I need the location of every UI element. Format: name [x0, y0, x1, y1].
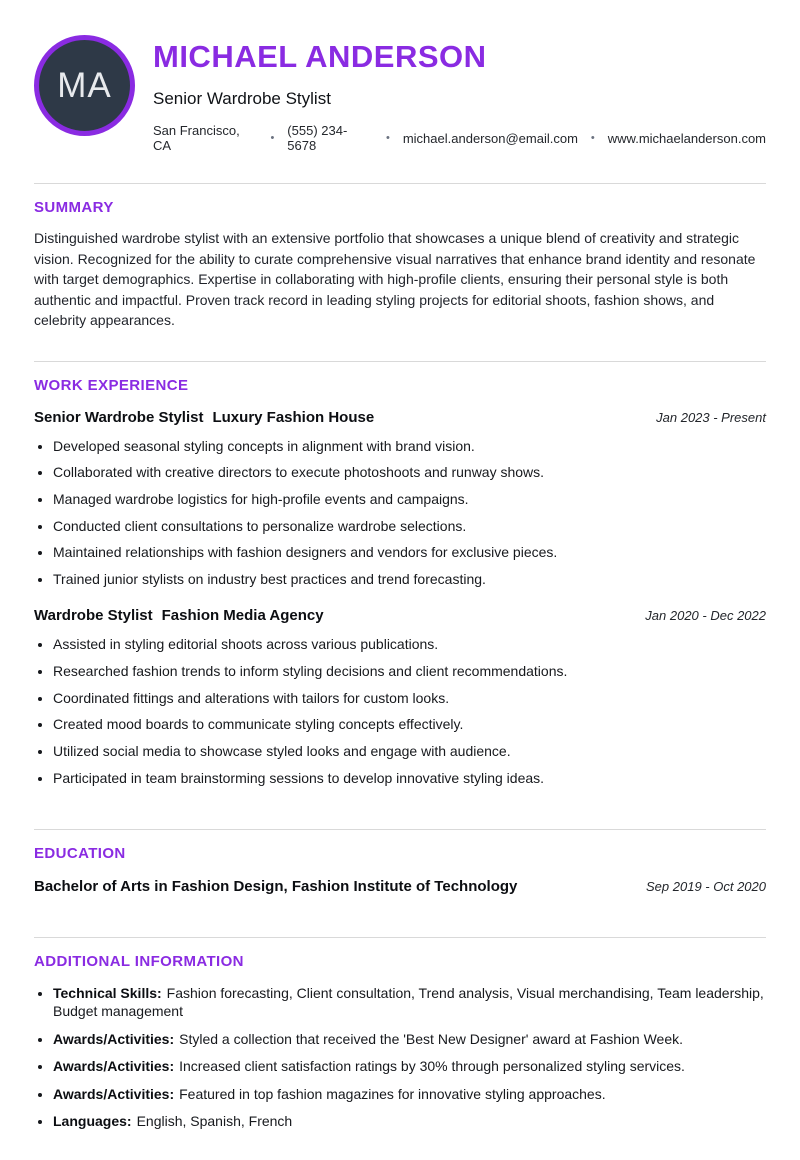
additional-item [53, 1112, 766, 1131]
education-degree: Bachelor of Arts in Fashion Design, Fashion Institute of Technology [34, 877, 518, 895]
candidate-name: MICHAEL ANDERSON [153, 39, 487, 74]
separator-dot: • [590, 132, 595, 144]
job-header [34, 409, 766, 426]
job-bullet: • Developed seasonal styling concepts in alignment with brand vision. [53, 437, 766, 455]
additional-item-text: English, Spanish, French [136, 1113, 293, 1130]
contact-email: michael.anderson@email.com [402, 130, 578, 146]
job-company: Fashion Media Agency [161, 607, 324, 625]
additional-item-text: Increased client satisfaction ratings by 30% through personalized styling services. [179, 1058, 685, 1075]
job-bullet: • Researched fashion trends to inform styling decisions and client recommendations. [53, 662, 766, 680]
additional-item-text: Featured in top fashion magazines for innovative styling approaches. [179, 1085, 606, 1102]
additional-item-text: Fashion forecasting, Client consultation, Trend analysis, Visual merchandising, Team leadership, Budget management [53, 984, 764, 1020]
job-bullet: • Coordinated fittings and alterations with tailors for custom looks. [53, 689, 766, 707]
job-title: Wardrobe Stylist [34, 607, 153, 625]
contact-line [153, 123, 766, 153]
job-bullet: • Maintained relationships with fashion designers and vendors for exclusive pieces. [53, 543, 766, 561]
job-title-line [34, 409, 374, 426]
section-divider [34, 829, 766, 830]
header-text [153, 35, 766, 153]
avatar-initials: MA [57, 65, 112, 105]
additional-item-label: Awards/Activities: [53, 1085, 175, 1102]
job-bullet: • Utilized social media to showcase styled looks and engage with audience. [53, 742, 766, 760]
education-dates: Sep 2019 - Oct 2020 [646, 878, 766, 894]
job-dates: Jan 2023 - Present [656, 409, 766, 425]
additional-item-text: Styled a collection that received the 'Best New Designer' award at Fashion Week. [179, 1030, 684, 1047]
section-divider [34, 361, 766, 362]
additional-item-label: Languages: [53, 1113, 132, 1130]
job-bullet: • Conducted client consultations to personalize wardrobe selections. [53, 517, 766, 535]
work-experience-section [34, 377, 766, 787]
additional-item-label: Awards/Activities: [53, 1058, 175, 1075]
section-divider [34, 183, 766, 184]
job-bullet-list [34, 635, 766, 787]
job-bullet: • Created mood boards to communicate styling concepts effectively. [53, 715, 766, 733]
additional-item [53, 1030, 766, 1049]
job-header [34, 607, 766, 624]
summary-heading: SUMMARY [34, 199, 114, 216]
job-title-line [34, 607, 324, 624]
job-entry [34, 409, 766, 589]
summary-section [34, 199, 766, 331]
summary-text: Distinguished wardrobe stylist with an extensive portfolio that showcases a unique blend of creativity and strategic vision. Recognized for the ability to curate comprehensive visual narratives that enhance brand identity and resonate with target demographics. Expertise in collaborating with high-profile clients, ensuring their personal style is both authentic and impactful. Proven track record in leading styling projects for editorial shoots, fashion shows, and celebrity appearances. [34, 230, 756, 328]
job-bullet-list [34, 437, 766, 589]
additional-information-section [34, 953, 766, 1131]
work-experience-heading: WORK EXPERIENCE [34, 376, 189, 394]
job-company: Luxury Fashion House [212, 408, 375, 426]
separator-dot: • [270, 132, 275, 144]
education-heading: EDUCATION [34, 844, 126, 862]
job-bullet: • Collaborated with creative directors to execute photoshoots and runway shows. [53, 463, 766, 481]
candidate-title: Senior Wardrobe Stylist [153, 89, 331, 108]
additional-item-label: Awards/Activities: [53, 1030, 175, 1047]
job-bullet: • Assisted in styling editorial shoots across various publications. [53, 635, 766, 653]
contact-website: www.michaelanderson.com [607, 130, 766, 146]
contact-location: San Francisco, CA [153, 123, 240, 153]
contact-phone: (555) 234-5678 [287, 123, 348, 153]
job-bullet: • Participated in team brainstorming sessions to develop innovative styling ideas. [53, 769, 766, 787]
job-bullet: • Trained junior stylists on industry best practices and trend forecasting. [53, 570, 766, 588]
section-divider [34, 937, 766, 938]
job-bullet: • Managed wardrobe logistics for high-profile events and campaigns. [53, 490, 766, 508]
additional-item [53, 1085, 766, 1104]
job-entry [34, 607, 766, 787]
resume-header [34, 35, 766, 153]
separator-dot: • [385, 132, 390, 144]
additional-item [53, 984, 766, 1021]
additional-list [34, 984, 766, 1131]
additional-information-heading: ADDITIONAL INFORMATION [34, 952, 244, 970]
additional-item [53, 1057, 766, 1076]
avatar [34, 35, 135, 136]
job-dates: Jan 2020 - Dec 2022 [645, 608, 766, 624]
job-title: Senior Wardrobe Stylist [34, 408, 204, 426]
education-entry [34, 878, 766, 895]
additional-item-label: Technical Skills: [53, 984, 162, 1001]
education-section [34, 845, 766, 895]
